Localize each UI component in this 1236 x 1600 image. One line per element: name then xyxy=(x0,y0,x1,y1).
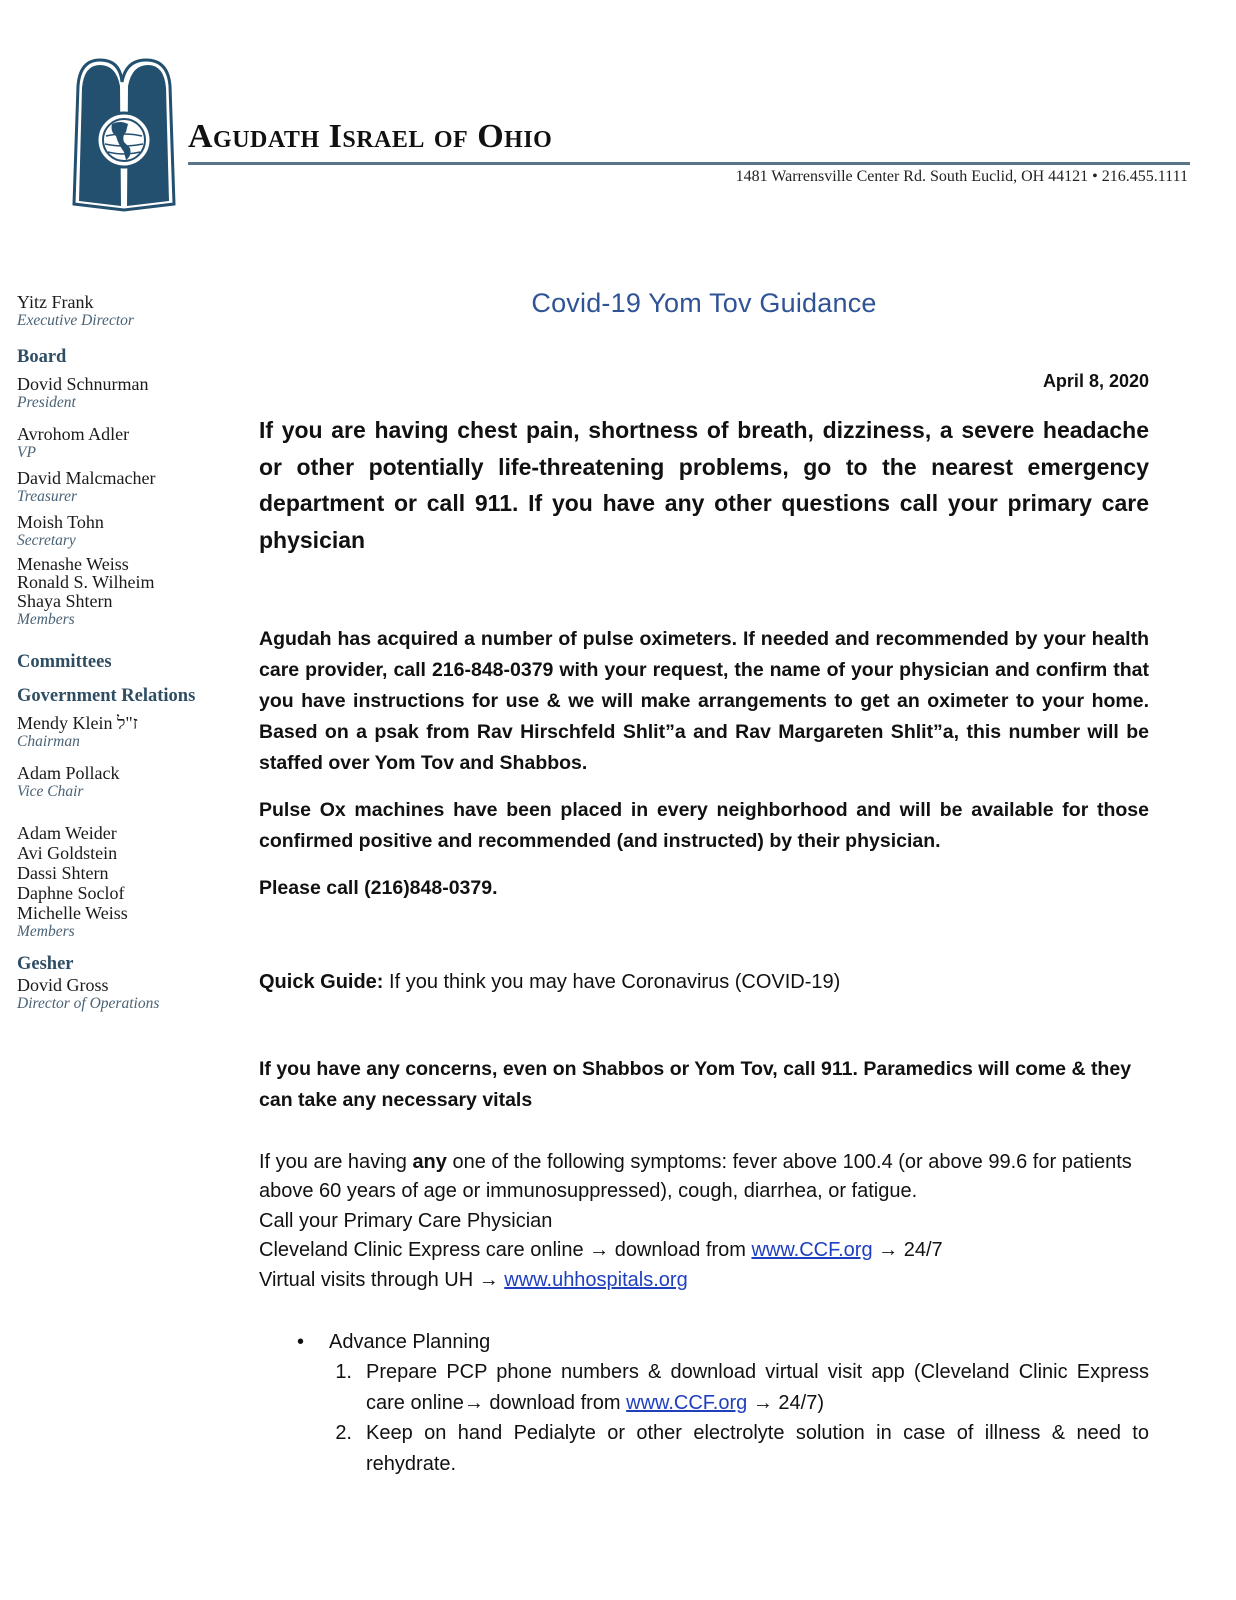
step-text: Prepare PCP phone numbers & download virtual visit app (Cleveland Clinic Express care online→ download from xyxy=(366,1361,1149,1414)
staff-role: Director of Operations xyxy=(17,995,160,1012)
bullet-heading: Advance Planning xyxy=(329,1331,491,1353)
staff-role: President xyxy=(17,394,76,411)
document-body xyxy=(259,288,1149,1479)
staff-name: David Malcmacher xyxy=(17,468,156,488)
staff-name: Adam Weider xyxy=(17,823,117,843)
uh-link[interactable]: www.uhhospitals.org xyxy=(504,1268,688,1291)
letterhead-rule xyxy=(188,162,1190,165)
staff-role: Vice Chair xyxy=(17,783,84,800)
staff-name: Ronald S. Wilheim xyxy=(17,572,155,592)
staff-role: Executive Director xyxy=(17,312,134,329)
ccf-line xyxy=(259,1236,1149,1266)
step-text: Keep on hand Pedialyte or other electrolyte solution in case of illness & need to rehydrate. xyxy=(366,1422,1149,1475)
symptoms-pre: If you are having xyxy=(259,1150,413,1173)
staff-name: Yitz Frank xyxy=(17,292,94,312)
list-item xyxy=(259,1357,1149,1418)
symptoms-bold: any xyxy=(412,1150,447,1173)
symptoms-post: one of the following symptoms: fever above 100.4 (or above 99.6 for patients above 60 years of age or immunosuppressed), cough, diarrhea, or fatigue. xyxy=(259,1150,1132,1202)
staff-role: Members xyxy=(17,923,75,940)
org-name: Agudath Israel of Ohio xyxy=(188,118,553,155)
gesher-heading: Gesher xyxy=(17,954,74,974)
uh-line-pre: Virtual visits through UH → xyxy=(259,1268,505,1291)
committees-heading: Committees xyxy=(17,652,112,672)
sidebar-staff-list xyxy=(17,292,247,1013)
staff-name: Daphne Soclof xyxy=(17,883,125,903)
staff-name: Moish Tohn xyxy=(17,512,104,532)
bullet-item xyxy=(259,1327,1149,1357)
gov-relations-heading: Government Relations xyxy=(17,686,196,706)
staff-role: Treasurer xyxy=(17,488,78,505)
document-date: April 8, 2020 xyxy=(1042,371,1149,391)
agudath-logo-icon xyxy=(68,56,180,212)
emergency-notice: If you are having chest pain, shortness of breath, dizziness, a severe headache or other potentially life-threatening problems, go to the nearest emergency department or call 911. If you have any other questions call your primary care physician xyxy=(259,417,1149,553)
pulse-ox-paragraph: Pulse Ox machines have been placed in every neighborhood and will be available for those confirmed positive and recommended (and instructed) by their physician. xyxy=(259,799,1149,852)
please-call-line: Please call (216)848-0379. xyxy=(259,877,498,899)
staff-name: Dovid Gross xyxy=(17,975,109,995)
staff-name: Mendy Klein ז"ל xyxy=(17,713,138,733)
staff-role: Secretary xyxy=(17,532,76,549)
symptoms-paragraph xyxy=(259,1148,1149,1207)
quick-guide-line xyxy=(259,968,1149,998)
list-item xyxy=(259,1418,1149,1479)
staff-role: VP xyxy=(17,444,36,461)
ccf-line-pre: Cleveland Clinic Express care online → download from xyxy=(259,1239,752,1261)
list-number: 2. xyxy=(335,1422,352,1444)
concerns-paragraph: If you have any concerns, even on Shabbos or Yom Tov, call 911. Paramedics will come & they can take any necessary vitals xyxy=(259,1057,1132,1111)
ccf-line-post: → 24/7 xyxy=(872,1239,943,1261)
oximeter-paragraph: Agudah has acquired a number of pulse oximeters. If needed and recommended by your health care provider, call 216-848-0379 with your request, the name of your physician and confirm that you have instructions for use & we will make arrangements to get an oximeter to your home. Based on a psak from Rav Hirschfeld Shlit”a and Rav Margareten Shlit”a, this number will be staffed over Yom Tov and Shabbos. xyxy=(259,628,1149,774)
quick-guide-text: If you think you may have Coronavirus (COVID-19) xyxy=(383,971,841,993)
org-address: 1481 Warrensville Center Rd. South Euclid, OH 44121 • 216.455.1111 xyxy=(735,168,1188,185)
quick-guide-label: Quick Guide: xyxy=(259,971,384,993)
staff-name: Dassi Shtern xyxy=(17,863,109,883)
board-heading: Board xyxy=(17,347,67,367)
staff-name: Avi Goldstein xyxy=(17,843,118,863)
staff-name: Adam Pollack xyxy=(17,763,120,783)
call-pcp-line: Call your Primary Care Physician xyxy=(259,1209,553,1232)
staff-name: Dovid Schnurman xyxy=(17,374,149,394)
ccf-link[interactable]: www.CCF.org xyxy=(626,1391,748,1414)
document-title: Covid-19 Yom Tov Guidance xyxy=(531,288,877,318)
staff-name: Shaya Shtern xyxy=(17,591,113,611)
step-text-post: → 24/7) xyxy=(747,1391,824,1414)
staff-name: Michelle Weiss xyxy=(17,903,128,923)
staff-name: Avrohom Adler xyxy=(17,424,130,444)
uh-line xyxy=(259,1266,1149,1296)
staff-name: Menashe Weiss xyxy=(17,554,129,574)
list-number: 1. xyxy=(335,1361,352,1383)
staff-role: Chairman xyxy=(17,733,80,750)
staff-role: Members xyxy=(17,611,75,628)
ccf-link[interactable]: www.CCF.org xyxy=(751,1239,873,1261)
bullet-icon: • xyxy=(297,1331,305,1353)
